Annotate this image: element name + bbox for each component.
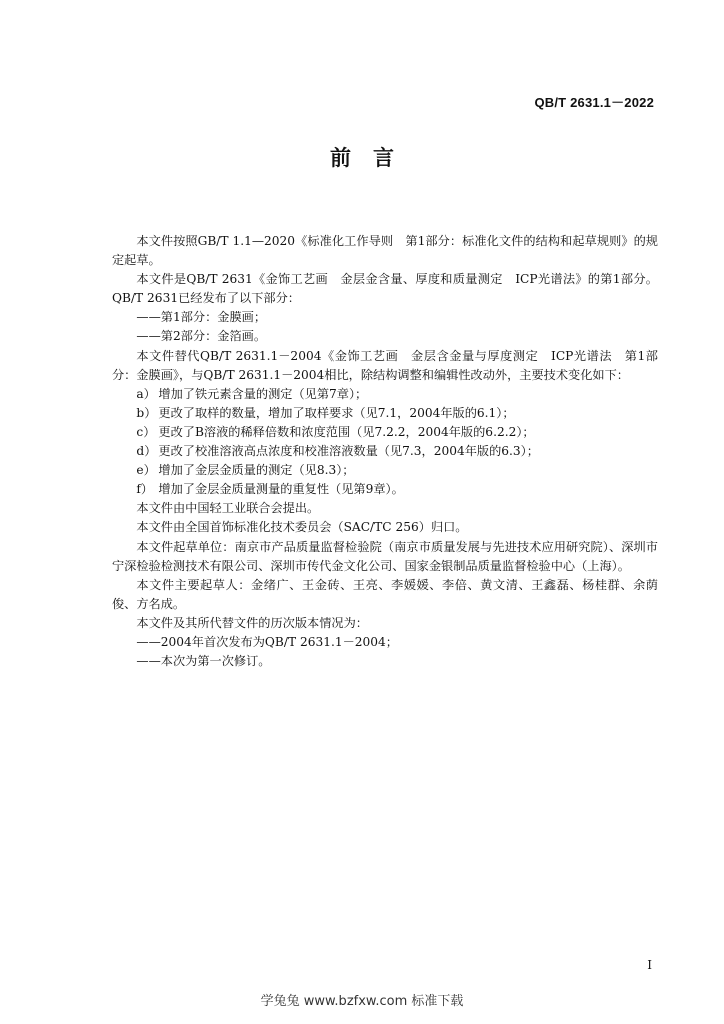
paragraph-drafting-units: 本文件起草单位：南京市产品质量监督检验院（南京市质量发展与先进技术应用研究院）、深圳市宁深检验检测技术有限公司、深圳市传代金文化公司、国家金银制品质量监督检验中心（上海）。 — [112, 539, 658, 573]
site-watermark: 学兔兔 www.bzfxw.com 标准下载 — [260, 994, 464, 1009]
item-label: e） — [136, 463, 156, 478]
item-label: d） — [136, 444, 157, 459]
item-text: 更改了校准溶液高点浓度和校准溶液数量（见7.3，2004年版的6.3）； — [158, 444, 539, 459]
item-label: f） — [136, 482, 154, 497]
page-title: 前言 — [330, 146, 416, 170]
list-item-part-1: ——第1部分：金膜画； — [136, 310, 267, 325]
paragraph-committee: 本文件由全国首饰标准化技术委员会（SAC/TC 256）归口。 — [136, 520, 468, 535]
foreword-body — [112, 232, 658, 671]
paragraph-history: 本文件及其所代替文件的历次版本情况为： — [136, 615, 368, 630]
item-label: c） — [136, 424, 156, 439]
list-item-change-b — [112, 404, 658, 423]
item-text: 更改了取样的数量，增加了取样要求（见7.1，2004年版的6.1）； — [158, 405, 515, 420]
paragraph-drafting-basis: 本文件按照GB/T 1.1—2020《标准化工作导则 第1部分：标准化文件的结构和起草规则》的规定起草。 — [112, 234, 658, 268]
list-item-change-f — [112, 480, 658, 499]
item-text: 增加了铁元素含量的测定（见第7章）； — [158, 386, 368, 401]
item-text: 增加了金层金质量测量的重复性（见第9章）。 — [158, 482, 404, 497]
paragraph-proposer: 本文件由中国轻工业联合会提出。 — [136, 501, 320, 516]
history-item-first-release: ——2004年首次发布为QB/T 2631.1－2004； — [136, 634, 398, 649]
standard-code: QB/T 2631.1－2022 — [534, 95, 654, 110]
item-label: b） — [136, 405, 157, 420]
list-item-change-c — [112, 423, 658, 442]
list-item-part-2: ——第2部分：金箔画。 — [136, 329, 267, 344]
item-label: a） — [136, 386, 156, 401]
list-item-change-d — [112, 442, 658, 461]
paragraph-drafters: 本文件主要起草人：金绪广、王金砖、王亮、李媛媛、李倍、黄文清、王鑫磊、杨桂群、余荫俊、方名成。 — [112, 577, 658, 611]
item-text: 更改了B溶液的稀释倍数和浓度范围（见7.2.2，2004年版的6.2.2）； — [158, 424, 535, 439]
list-item-change-e — [112, 461, 658, 480]
item-text: 增加了金层金质量的测定（见8.3）； — [158, 463, 355, 478]
list-item-change-a — [112, 385, 658, 404]
history-item-revision: ——本次为第一次修订。 — [136, 654, 271, 669]
paragraph-series-info: 本文件是QB/T 2631《金饰工艺画 金层金含量、厚度和质量测定 ICP光谱法》的第1部分。QB/T 2631已经发布了以下部分： — [112, 272, 658, 306]
paragraph-replacement: 本文件替代QB/T 2631.1－2004《金饰工艺画 金层含金量与厚度测定 ICP光谱法 第1部分：金膜画》，与QB/T 2631.1－2004相比，除结构调整和编辑性改动外，主要技术变化如下： — [112, 348, 658, 382]
page-number: I — [647, 958, 652, 972]
